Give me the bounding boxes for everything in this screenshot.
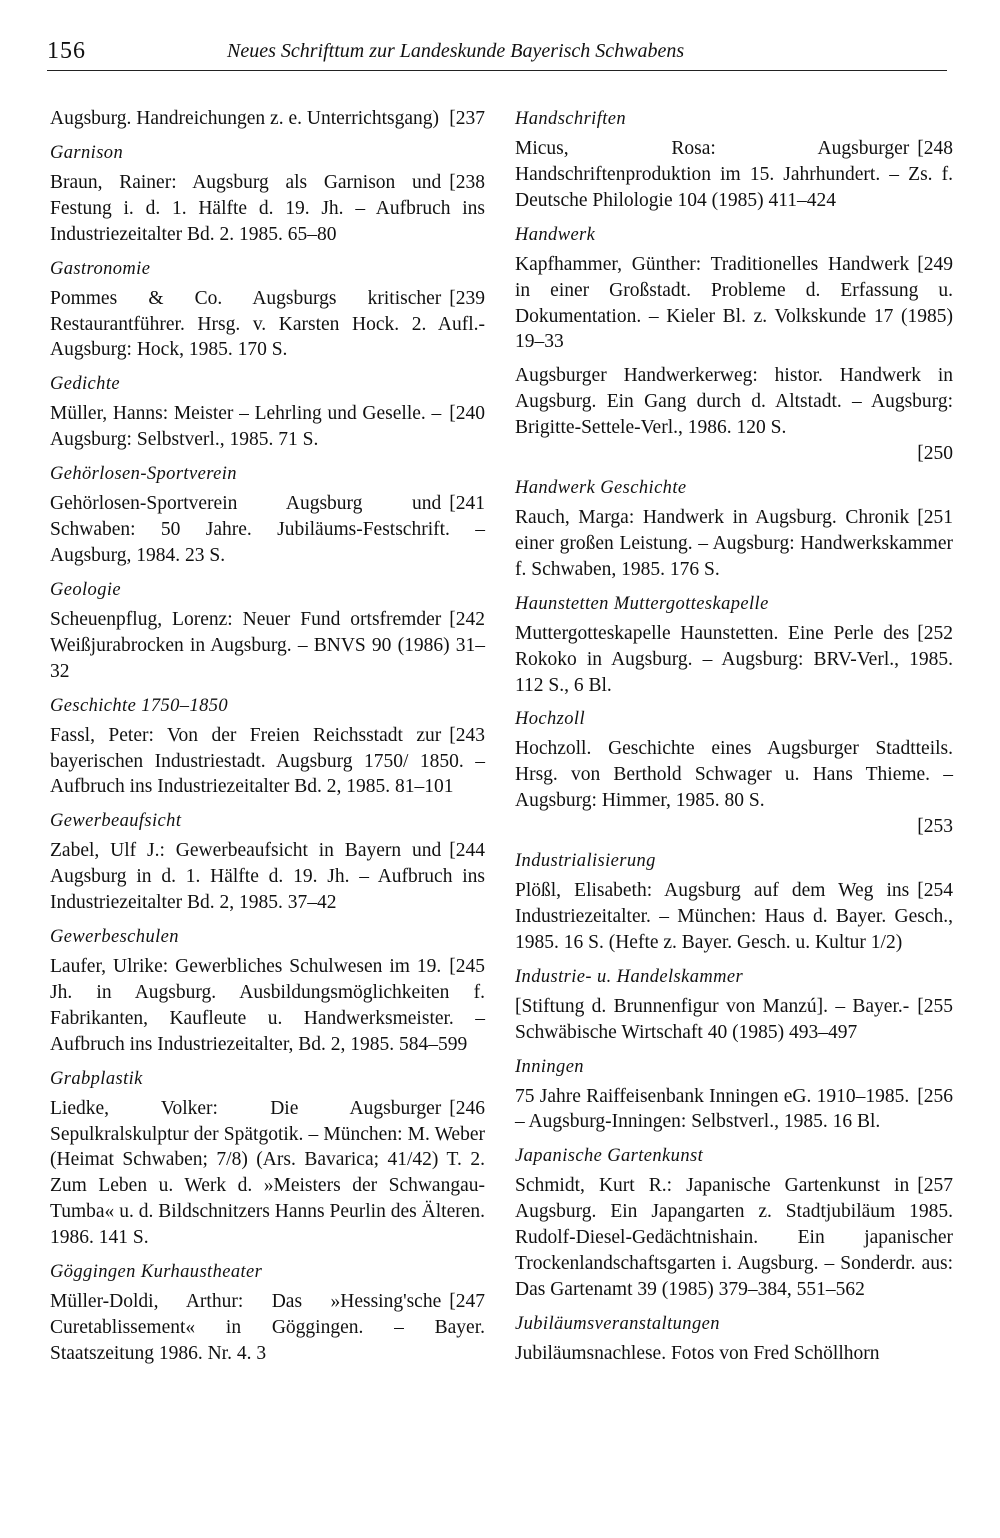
bibliography-section xyxy=(50,140,485,248)
section-heading: Industrie- u. Handelskammer xyxy=(515,966,744,987)
section-heading: Handwerk Geschichte xyxy=(515,477,687,498)
entry-text: Zabel, Ulf J.: Gewerbeaufsicht in Bayern und Augsburg in d. 1. Hälfte d. 19. Jh. – Aufbruch ins Industriezeitalter Bd. 2, 1985. 37–42 xyxy=(50,840,485,914)
bibliography-entry xyxy=(515,505,953,583)
bibliography-entry xyxy=(50,286,485,364)
entry-number: [254 xyxy=(917,880,953,902)
bibliography-section xyxy=(515,1054,953,1136)
bibliography-section xyxy=(515,964,953,1046)
section-heading: Inningen xyxy=(515,1056,584,1077)
entry-text: Müller-Doldi, Arthur: Das »Hessing'sche Curetablissement« in Göggingen. – Bayer. Staatszeitung 1986. Nr. 4. 3 xyxy=(50,1291,485,1364)
bibliography-section xyxy=(515,222,953,356)
entry-number: [239 xyxy=(449,287,485,309)
bibliography-entry xyxy=(50,1289,485,1367)
section-heading: Grabplastik xyxy=(50,1068,143,1089)
section-heading: Gewerbeschulen xyxy=(50,927,179,948)
bibliography-entry xyxy=(515,363,953,467)
entry-text: Müller, Hanns: Meister – Lehrling und Geselle. – Augsburg: Selbstverl., 1985. 71 S. xyxy=(50,403,442,451)
section-heading: Hochzoll xyxy=(515,709,586,730)
right-column xyxy=(515,106,953,1375)
bibliography-entry xyxy=(50,838,485,916)
bibliography-section xyxy=(515,475,953,583)
bibliography-section xyxy=(50,256,485,364)
running-title: Neues Schrifttum zur Landeskunde Bayerisch Schwabens xyxy=(227,40,685,62)
bibliography-section xyxy=(515,1143,953,1303)
entry-text: Rauch, Marga: Handwerk in Augsburg. Chronik einer großen Leistung. – Augsburg: Handwerkskammer f. Schwaben, 1985. 176 S. xyxy=(515,506,953,580)
entry-number: [240 xyxy=(449,403,485,425)
entry-number: [251 xyxy=(917,506,953,528)
entry-number: [248 xyxy=(917,138,953,159)
section-heading: Geschichte 1750–1850 xyxy=(50,695,229,716)
bibliography-section xyxy=(50,924,485,1058)
entry-number: [243 xyxy=(449,724,485,746)
bibliography-entry xyxy=(515,136,953,214)
section-heading: Gewerbeaufsicht xyxy=(50,811,182,832)
bibliography-entry xyxy=(50,170,485,248)
entry-number: [256 xyxy=(917,1085,953,1107)
bibliography-entry xyxy=(515,994,953,1046)
entry-text: Plößl, Elisabeth: Augsburg auf dem Weg ins Industriezeitalter. – München: Haus d. Bayer. Gesch., 1985. 16 S. (Hefte z. Bayer. Gesch. u. Kultur 1/2) xyxy=(515,880,953,953)
bibliography-entry xyxy=(515,878,953,956)
bibliography-entry xyxy=(50,1096,485,1251)
entry-number: [255 xyxy=(917,995,953,1017)
bibliography-section xyxy=(50,693,485,801)
entry-text: Scheuenpflug, Lorenz: Neuer Fund ortsfremder Weißjurabrocken in Augsburg. – BNVS 90 (1986) 31–32 xyxy=(50,608,485,682)
entry-text: Hochzoll. Geschichte eines Augsburger Stadtteils. Hrsg. von Berthold Schwager u. Hans Thieme. – Augsburg: Himmer, 1985. 80 S. xyxy=(515,738,953,812)
bibliography-section xyxy=(50,106,485,132)
section-heading: Industrialisierung xyxy=(515,851,656,872)
bibliography-entry xyxy=(50,491,485,569)
section-heading: Gedichte xyxy=(50,374,120,395)
section-heading: Göggingen Kurhaustheater xyxy=(50,1262,263,1283)
section-heading: Jubiläumsveranstaltungen xyxy=(515,1313,720,1334)
bibliography-section xyxy=(50,461,485,569)
entry-number: [237 xyxy=(449,108,485,129)
section-heading: Haunstetten Muttergotteskapelle xyxy=(515,593,769,614)
section-heading: Handwerk xyxy=(515,224,596,245)
section-heading: Garnison xyxy=(50,142,124,163)
entry-number: [250 xyxy=(917,443,953,465)
entry-text: [Stiftung d. Brunnenfigur von Manzú]. – Bayer.-Schwäbische Wirtschaft 40 (1985) 493–497 xyxy=(515,995,910,1043)
entry-text: Micus, Rosa: Augsburger Handschriftenproduktion im 15. Jahrhundert. – Zs. f. Deutsche Philologie 104 (1985) 411–424 xyxy=(515,138,953,211)
bibliography-section xyxy=(515,591,953,699)
bibliography-section xyxy=(515,848,953,956)
entry-number: [238 xyxy=(449,171,485,193)
section-heading: Gehörlosen-Sportverein xyxy=(50,464,237,485)
bibliography-section xyxy=(515,106,953,214)
entry-text: Braun, Rainer: Augsburg als Garnison und Festung i. d. 1. Hälfte d. 19. Jh. – Aufbruch ins Industriezeitalter Bd. 2. 1985. 65–80 xyxy=(50,171,485,245)
bibliography-entry xyxy=(515,736,953,840)
bibliography-section xyxy=(50,1066,485,1251)
entry-text: Schmidt, Kurt R.: Japanische Gartenkunst in Augsburg. Ein Japangarten z. Stadtjubiläum 1985. Rudolf-Diesel-Gedächtnishain. Ein japanischer Trockenlandschaftsgarten i. Augsburg. – Sonderdr. aus: Das Gartenamt 39 (1985) 379–384, 551–562 xyxy=(515,1175,953,1300)
entry-number: [253 xyxy=(917,816,953,838)
entry-text: 75 Jahre Raiffeisenbank Inningen eG. 1910–1985. – Augsburg-Inningen: Selbstverl., 1985. 16 Bl. xyxy=(515,1085,910,1133)
bibliography-entry xyxy=(50,723,485,801)
entry-number: [257 xyxy=(917,1175,953,1197)
entry-number: [247 xyxy=(449,1291,485,1313)
entry-number: [246 xyxy=(449,1097,485,1119)
page-number: 156 xyxy=(47,38,86,64)
bibliography-section xyxy=(515,1311,953,1367)
entry-number: [244 xyxy=(449,840,485,862)
bibliography-entry xyxy=(50,607,485,685)
entry-text: Jubiläumsnachlese. Fotos von Fred Schöllhorn xyxy=(515,1342,880,1364)
bibliography-entry xyxy=(515,1173,953,1303)
bibliography-entry xyxy=(515,621,953,699)
page-header xyxy=(47,30,947,71)
entry-number: [242 xyxy=(449,608,485,630)
section-heading: Gastronomie xyxy=(50,258,151,279)
bibliography-section xyxy=(50,1259,485,1367)
bibliography-section xyxy=(50,371,485,453)
section-heading: Handschriften xyxy=(515,109,627,129)
entry-text: Muttergotteskapelle Haunstetten. Eine Perle des Rokoko in Augsburg. – Augsburg: BRV-Verl., 1985. 112 S., 6 Bl. xyxy=(515,622,953,696)
entry-text: Laufer, Ulrike: Gewerbliches Schulwesen im 19. Jh. in Augsburg. Ausbildungsmöglichkeiten f. Fabrikanten, Kaufleute u. Handwerksmeister. – Aufbruch ins Industriezeitalter, Bd. 2, 1985. 584–599 xyxy=(50,956,485,1055)
entry-text: Kapfhammer, Günther: Traditionelles Handwerk in einer Großstadt. Probleme d. Erfassung u. Dokumentation. – Kieler Bl. z. Volkskunde 17 (1985) 19–33 xyxy=(515,253,953,353)
bibliography-section xyxy=(515,706,953,840)
entry-text: Augsburger Handwerkerweg: histor. Handwerk in Augsburg. Ein Gang durch d. Altstadt. – Augsburg: Brigitte-Settele-Verl., 1986. 120 S. xyxy=(515,365,953,439)
section-heading: Geologie xyxy=(50,579,122,600)
bibliography-section xyxy=(515,363,953,467)
entry-text: Fassl, Peter: Von der Freien Reichsstadt zur bayerischen Industriestadt. Augsburg 1750/ 1850. – Aufbruch ins Industriezeitalter Bd. 2, 1985. 81–101 xyxy=(50,724,485,798)
entry-text: Liedke, Volker: Die Augsburger Sepulkralskulptur der Spätgotik. – München: M. Weber (Heimat Schwaben; 7/8) (Ars. Bavarica; 41/42) T. 2. Zum Leben u. Werk d. »Meisters der Schwangau-Tumba« u. d. Bildschnitzers Hanns Peurlin des Älteren. 1986. 141 S. xyxy=(50,1097,485,1249)
entry-number: [249 xyxy=(917,253,953,275)
entry-text: Pommes & Co. Augsburgs kritischer Restaurantführer. Hrsg. v. Karsten Hock. 2. Aufl.- Augsburg: Hock, 1985. 170 S. xyxy=(50,287,485,361)
entry-number: [241 xyxy=(449,493,485,515)
bibliography-entry xyxy=(515,252,953,356)
bibliography-entry xyxy=(50,954,485,1058)
entry-number: [245 xyxy=(449,956,485,978)
bibliography-section xyxy=(50,808,485,916)
bibliography-entry xyxy=(515,1084,953,1136)
left-column xyxy=(50,106,485,1375)
entry-text: Gehörlosen-Sportverein Augsburg und Schwaben: 50 Jahre. Jubiläums-Festschrift. – Augsburg, 1984. 23 S. xyxy=(50,493,485,566)
section-heading: Japanische Gartenkunst xyxy=(515,1146,704,1167)
bibliography-entry xyxy=(50,401,485,453)
bibliography-entry xyxy=(515,1341,953,1367)
bibliography-section xyxy=(50,577,485,685)
bibliography-entry xyxy=(50,106,485,132)
entry-text: Augsburg. Handreichungen z. e. Unterrichtsgang) xyxy=(50,108,439,129)
entry-number: [252 xyxy=(917,622,953,644)
